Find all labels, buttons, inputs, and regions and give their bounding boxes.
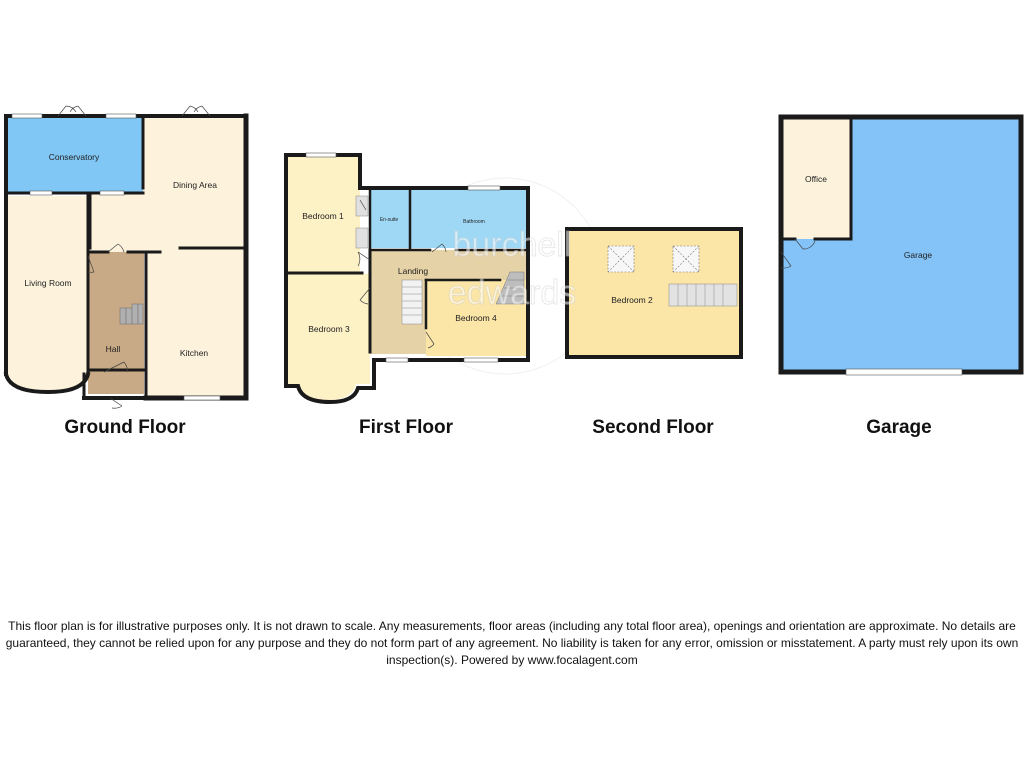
garage-plan [781, 117, 1021, 375]
label-bedroom1: Bedroom 1 [302, 211, 344, 221]
label-kitchen: Kitchen [179, 348, 209, 358]
label-bathroom: Bathroom [463, 219, 485, 225]
title-ground-floor: Ground Floor [64, 417, 186, 438]
title-garage: Garage [866, 417, 932, 438]
label-hall: Hall [105, 344, 121, 354]
label-office: Office [804, 174, 828, 184]
label-bedroom4: Bedroom 4 [455, 313, 497, 323]
living-room-room [8, 196, 88, 392]
label-dining-area: Dining Area [173, 180, 217, 190]
label-living-room: Living Room [24, 278, 72, 288]
title-first-floor: First Floor [359, 417, 453, 438]
bedroom3-room [288, 274, 370, 400]
second-floor-plan [567, 229, 741, 357]
title-second-floor: Second Floor [592, 417, 714, 438]
label-bedroom2: Bedroom 2 [611, 295, 653, 305]
ground-floor-plan [6, 106, 246, 408]
landing-stairs [402, 280, 422, 324]
label-garage: Garage [903, 250, 933, 260]
label-bedroom3: Bedroom 3 [308, 324, 350, 334]
watermark-line2: edwards [447, 274, 577, 312]
label-landing: Landing [397, 266, 429, 276]
watermark-line1: burchell [452, 226, 572, 264]
label-ensuite: En-suite [379, 217, 399, 223]
label-conservatory: Conservatory [48, 152, 100, 162]
garage-door-opening [846, 369, 962, 375]
disclaimer-text: This floor plan is for illustrative purposes only. It is not drawn to scale. Any measurements, floor areas (including any total floor area), openings and orientation are approximate. No details are guaranteed, they cannot be relied upon for any purpose and they do not form part of any agreement. No liability is taken for any error, omission or misstatement. A party must rely upon its own inspection(s). Powered by www.focalagent.com [5, 619, 1019, 667]
kitchen-room [146, 252, 246, 396]
second-floor-stairs [669, 284, 737, 306]
